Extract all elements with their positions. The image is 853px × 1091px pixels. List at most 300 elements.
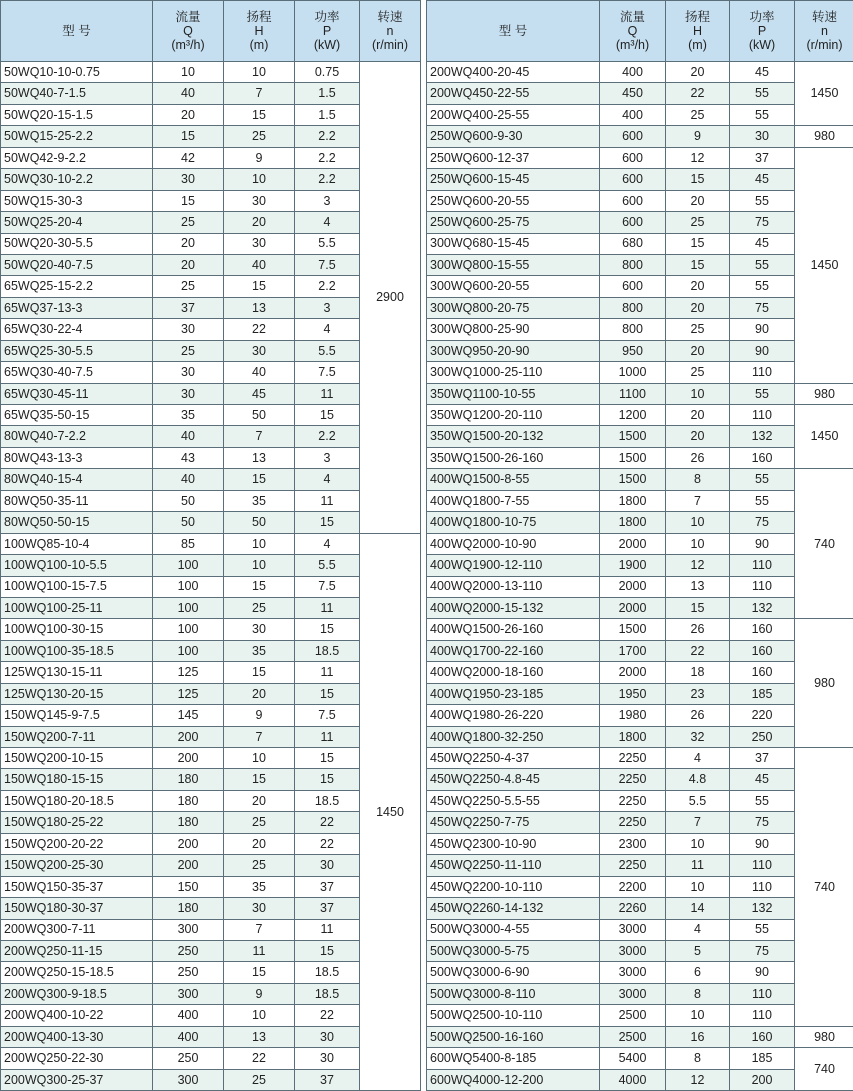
head-cell: 16 (666, 1026, 730, 1047)
speed-cell: 740 (795, 748, 853, 1027)
flow-cell: 1100 (600, 383, 666, 404)
power-cell: 110 (730, 876, 795, 897)
power-cell: 2.2 (295, 276, 360, 297)
table-row (427, 533, 853, 554)
flow-cell: 25 (153, 276, 224, 297)
flow-cell: 15 (153, 126, 224, 147)
head-cell: 25 (666, 212, 730, 233)
table-row (1, 748, 421, 769)
table-row (1, 1048, 421, 1069)
table-row (1, 83, 421, 104)
table-row (1, 983, 421, 1004)
flow-cell: 145 (153, 705, 224, 726)
table-row (427, 833, 853, 854)
model-cell: 250WQ600-12-37 (427, 147, 600, 168)
model-cell: 500WQ3000-6-90 (427, 962, 600, 983)
flow-cell: 2000 (600, 533, 666, 554)
flow-cell: 125 (153, 662, 224, 683)
power-cell: 7.5 (295, 254, 360, 275)
flow-cell: 2500 (600, 1005, 666, 1026)
power-cell: 110 (730, 362, 795, 383)
head-cell: 20 (666, 297, 730, 318)
head-cell: 50 (224, 405, 295, 426)
speed-cell: 980 (795, 126, 853, 147)
model-cell: 500WQ2500-16-160 (427, 1026, 600, 1047)
head-cell: 10 (666, 833, 730, 854)
head-cell: 12 (666, 147, 730, 168)
head-cell: 35 (224, 640, 295, 661)
table-row (1, 898, 421, 919)
flow-cell: 180 (153, 769, 224, 790)
head-cell: 30 (224, 190, 295, 211)
model-cell: 50WQ42-9-2.2 (1, 147, 153, 168)
head-cell: 10 (666, 876, 730, 897)
flow-cell: 180 (153, 812, 224, 833)
model-cell: 450WQ2200-10-110 (427, 876, 600, 897)
power-cell: 75 (730, 212, 795, 233)
head-cell: 15 (224, 662, 295, 683)
power-cell: 90 (730, 340, 795, 361)
header-row (427, 1, 853, 62)
table-row (427, 576, 853, 597)
flow-cell: 300 (153, 1069, 224, 1090)
power-cell: 160 (730, 619, 795, 640)
head-cell: 10 (224, 1005, 295, 1026)
flow-cell: 5400 (600, 1048, 666, 1069)
table-row (1, 876, 421, 897)
flow-cell: 30 (153, 362, 224, 383)
power-cell: 22 (295, 1005, 360, 1026)
power-cell: 3 (295, 447, 360, 468)
table-row (1, 104, 421, 125)
table-row (1, 254, 421, 275)
power-cell: 1.5 (295, 83, 360, 104)
table-row (427, 62, 853, 83)
model-cell: 65WQ37-13-3 (1, 297, 153, 318)
table-row (1, 1005, 421, 1026)
model-cell: 80WQ40-7-2.2 (1, 426, 153, 447)
head-cell: 35 (224, 876, 295, 897)
power-cell: 5.5 (295, 555, 360, 576)
flow-cell: 2200 (600, 876, 666, 897)
table-row (427, 190, 853, 211)
speed-cell: 1450 (795, 405, 853, 469)
head-cell: 20 (224, 683, 295, 704)
table-row (427, 383, 853, 404)
power-cell: 75 (730, 297, 795, 318)
speed-cell: 1450 (360, 533, 421, 1090)
head-cell: 5.5 (666, 790, 730, 811)
table-row (1, 190, 421, 211)
speed-cell: 980 (795, 383, 853, 404)
flow-cell: 1500 (600, 619, 666, 640)
model-cell: 400WQ1980-26-220 (427, 705, 600, 726)
head-cell: 7 (224, 919, 295, 940)
model-cell: 200WQ450-22-55 (427, 83, 600, 104)
model-cell: 400WQ2000-10-90 (427, 533, 600, 554)
head-cell: 26 (666, 619, 730, 640)
table-row (427, 919, 853, 940)
head-cell: 10 (666, 512, 730, 533)
model-cell: 200WQ400-10-22 (1, 1005, 153, 1026)
table-row (427, 790, 853, 811)
model-cell: 400WQ2000-18-160 (427, 662, 600, 683)
flow-cell: 200 (153, 855, 224, 876)
model-cell: 400WQ1900-12-110 (427, 555, 600, 576)
power-cell: 2.2 (295, 169, 360, 190)
power-cell: 7.5 (295, 362, 360, 383)
flow-cell: 2300 (600, 833, 666, 854)
flow-cell: 40 (153, 469, 224, 490)
flow-cell: 450 (600, 83, 666, 104)
flow-cell: 37 (153, 297, 224, 318)
table-row (427, 898, 853, 919)
model-cell: 65WQ30-40-7.5 (1, 362, 153, 383)
power-cell: 75 (730, 940, 795, 961)
table-row (1, 383, 421, 404)
table-row (1, 405, 421, 426)
flow-cell: 2250 (600, 812, 666, 833)
power-cell: 75 (730, 512, 795, 533)
model-cell: 150WQ200-7-11 (1, 726, 153, 747)
model-cell: 600WQ4000-12-200 (427, 1069, 600, 1090)
head-cell: 30 (224, 340, 295, 361)
head-cell: 10 (666, 383, 730, 404)
model-cell: 200WQ300-9-18.5 (1, 983, 153, 1004)
power-cell: 110 (730, 576, 795, 597)
model-cell: 450WQ2250-11-110 (427, 855, 600, 876)
power-cell: 4 (295, 319, 360, 340)
table-row (1, 1069, 421, 1090)
model-cell: 300WQ950-20-90 (427, 340, 600, 361)
model-cell: 50WQ40-7-1.5 (1, 83, 153, 104)
flow-cell: 200 (153, 833, 224, 854)
power-cell: 5.5 (295, 340, 360, 361)
flow-cell: 100 (153, 576, 224, 597)
table-row (1, 233, 421, 254)
power-cell: 5.5 (295, 233, 360, 254)
power-cell: 11 (295, 597, 360, 618)
flow-cell: 250 (153, 962, 224, 983)
power-cell: 15 (295, 512, 360, 533)
model-cell: 450WQ2250-5.5-55 (427, 790, 600, 811)
power-cell: 22 (295, 833, 360, 854)
model-cell: 150WQ180-15-15 (1, 769, 153, 790)
table-row (1, 212, 421, 233)
model-cell: 200WQ250-15-18.5 (1, 962, 153, 983)
power-cell: 1.5 (295, 104, 360, 125)
power-cell: 30 (295, 1026, 360, 1047)
table-row (427, 619, 853, 640)
flow-cell: 400 (600, 62, 666, 83)
power-cell: 90 (730, 833, 795, 854)
table-row (427, 962, 853, 983)
head-cell: 25 (224, 812, 295, 833)
model-cell: 150WQ180-25-22 (1, 812, 153, 833)
table-row (1, 619, 421, 640)
power-cell: 18.5 (295, 640, 360, 661)
head-cell: 15 (224, 576, 295, 597)
table-row (427, 319, 853, 340)
power-cell: 4 (295, 212, 360, 233)
power-cell: 45 (730, 233, 795, 254)
model-cell: 450WQ2300-10-90 (427, 833, 600, 854)
head-cell: 13 (224, 297, 295, 318)
model-cell: 450WQ2260-14-132 (427, 898, 600, 919)
power-cell: 15 (295, 940, 360, 961)
power-cell: 18.5 (295, 790, 360, 811)
table-row (427, 297, 853, 318)
table-row (1, 533, 421, 554)
head-cell: 9 (224, 983, 295, 1004)
head-cell: 13 (224, 1026, 295, 1047)
model-cell: 400WQ1500-8-55 (427, 469, 600, 490)
table-row (427, 212, 853, 233)
speed-cell: 740 (795, 469, 853, 619)
head-cell: 20 (666, 190, 730, 211)
table-row (1, 662, 421, 683)
power-cell: 160 (730, 447, 795, 468)
power-cell: 30 (295, 855, 360, 876)
power-cell: 110 (730, 555, 795, 576)
table-row (427, 640, 853, 661)
speed-cell: 1450 (795, 147, 853, 383)
head-cell: 18 (666, 662, 730, 683)
table-row (427, 1005, 853, 1026)
model-cell: 125WQ130-20-15 (1, 683, 153, 704)
head-header: 扬程 H (m) (224, 1, 295, 62)
right-table-body (427, 62, 853, 1091)
flow-cell: 20 (153, 104, 224, 125)
head-cell: 32 (666, 726, 730, 747)
table-row (427, 276, 853, 297)
power-cell: 18.5 (295, 962, 360, 983)
table-row (427, 362, 853, 383)
head-cell: 15 (224, 276, 295, 297)
head-cell: 35 (224, 490, 295, 511)
flow-cell: 50 (153, 512, 224, 533)
model-cell: 400WQ1800-32-250 (427, 726, 600, 747)
model-cell: 50WQ30-10-2.2 (1, 169, 153, 190)
model-cell: 80WQ43-13-3 (1, 447, 153, 468)
power-cell: 11 (295, 919, 360, 940)
head-cell: 4 (666, 748, 730, 769)
model-cell: 65WQ25-15-2.2 (1, 276, 153, 297)
flow-cell: 400 (153, 1005, 224, 1026)
head-cell: 7 (666, 490, 730, 511)
head-cell: 25 (666, 362, 730, 383)
flow-cell: 100 (153, 555, 224, 576)
model-cell: 65WQ30-22-4 (1, 319, 153, 340)
power-cell: 55 (730, 190, 795, 211)
table-row (1, 555, 421, 576)
power-cell: 185 (730, 1048, 795, 1069)
flow-cell: 1200 (600, 405, 666, 426)
model-cell: 65WQ35-50-15 (1, 405, 153, 426)
head-cell: 5 (666, 940, 730, 961)
flow-cell: 125 (153, 683, 224, 704)
speed-header: 转速 n (r/min) (360, 1, 421, 62)
table-row (427, 469, 853, 490)
head-cell: 15 (224, 469, 295, 490)
table-row (1, 790, 421, 811)
head-cell: 4.8 (666, 769, 730, 790)
model-cell: 500WQ3000-4-55 (427, 919, 600, 940)
flow-cell: 1800 (600, 726, 666, 747)
flow-cell: 680 (600, 233, 666, 254)
power-cell: 11 (295, 383, 360, 404)
flow-cell: 200 (153, 748, 224, 769)
power-cell: 160 (730, 662, 795, 683)
power-cell: 30 (730, 126, 795, 147)
head-cell: 15 (224, 104, 295, 125)
flow-cell: 180 (153, 790, 224, 811)
flow-cell: 2250 (600, 748, 666, 769)
table-row (1, 683, 421, 704)
model-cell: 200WQ250-11-15 (1, 940, 153, 961)
power-cell: 37 (295, 1069, 360, 1090)
model-cell: 125WQ130-15-11 (1, 662, 153, 683)
head-cell: 20 (666, 405, 730, 426)
flow-cell: 600 (600, 147, 666, 168)
table-row (1, 62, 421, 83)
table-row (1, 512, 421, 533)
model-cell: 500WQ3000-5-75 (427, 940, 600, 961)
flow-cell: 2250 (600, 790, 666, 811)
flow-cell: 100 (153, 640, 224, 661)
head-cell: 8 (666, 1048, 730, 1069)
flow-cell: 1980 (600, 705, 666, 726)
flow-cell: 800 (600, 297, 666, 318)
table-row (1, 576, 421, 597)
head-cell: 7 (224, 726, 295, 747)
table-row (427, 983, 853, 1004)
model-cell: 350WQ1500-26-160 (427, 447, 600, 468)
head-cell: 15 (666, 597, 730, 618)
head-cell: 10 (224, 533, 295, 554)
power-cell: 15 (295, 769, 360, 790)
flow-cell: 1500 (600, 469, 666, 490)
model-cell: 500WQ2500-10-110 (427, 1005, 600, 1026)
speed-header: 转速 n (r/min) (795, 1, 853, 62)
table-row (427, 512, 853, 533)
head-cell: 25 (224, 855, 295, 876)
table-row (1, 919, 421, 940)
model-cell: 80WQ50-35-11 (1, 490, 153, 511)
model-cell: 400WQ1800-10-75 (427, 512, 600, 533)
flow-cell: 1800 (600, 490, 666, 511)
model-cell: 65WQ30-45-11 (1, 383, 153, 404)
model-cell: 350WQ1100-10-55 (427, 383, 600, 404)
flow-cell: 300 (153, 919, 224, 940)
head-cell: 20 (224, 212, 295, 233)
flow-cell: 4000 (600, 1069, 666, 1090)
flow-cell: 30 (153, 319, 224, 340)
model-cell: 50WQ15-25-2.2 (1, 126, 153, 147)
flow-cell: 800 (600, 319, 666, 340)
flow-cell: 1950 (600, 683, 666, 704)
power-cell: 132 (730, 426, 795, 447)
power-cell: 37 (295, 876, 360, 897)
flow-cell: 800 (600, 254, 666, 275)
table-row (1, 362, 421, 383)
speed-cell: 1450 (795, 62, 853, 126)
table-row (1, 490, 421, 511)
head-cell: 10 (224, 555, 295, 576)
model-cell: 400WQ1700-22-160 (427, 640, 600, 661)
table-row (1, 962, 421, 983)
flow-cell: 2000 (600, 576, 666, 597)
head-header: 扬程 H (m) (666, 1, 730, 62)
head-cell: 25 (666, 104, 730, 125)
model-cell: 50WQ20-30-5.5 (1, 233, 153, 254)
table-row (1, 447, 421, 468)
flow-cell: 1000 (600, 362, 666, 383)
power-cell: 55 (730, 790, 795, 811)
power-cell: 2.2 (295, 147, 360, 168)
model-cell: 65WQ25-30-5.5 (1, 340, 153, 361)
model-cell: 250WQ600-9-30 (427, 126, 600, 147)
flow-cell: 600 (600, 212, 666, 233)
head-cell: 8 (666, 983, 730, 1004)
speed-cell: 2900 (360, 62, 421, 534)
header-row (1, 1, 421, 62)
model-header: 型 号 (427, 1, 600, 62)
model-cell: 150WQ145-9-7.5 (1, 705, 153, 726)
power-cell: 11 (295, 490, 360, 511)
flow-cell: 85 (153, 533, 224, 554)
head-cell: 10 (224, 62, 295, 83)
flow-cell: 2000 (600, 662, 666, 683)
table-row (427, 426, 853, 447)
table-row (1, 426, 421, 447)
head-cell: 23 (666, 683, 730, 704)
power-cell: 132 (730, 898, 795, 919)
table-row (427, 405, 853, 426)
model-cell: 150WQ150-35-37 (1, 876, 153, 897)
model-cell: 50WQ20-15-1.5 (1, 104, 153, 125)
flow-cell: 1700 (600, 640, 666, 661)
model-cell: 150WQ200-10-15 (1, 748, 153, 769)
power-cell: 45 (730, 169, 795, 190)
model-cell: 250WQ600-15-45 (427, 169, 600, 190)
model-cell: 80WQ40-15-4 (1, 469, 153, 490)
flow-cell: 400 (600, 104, 666, 125)
table-row (1, 833, 421, 854)
power-cell: 15 (295, 405, 360, 426)
model-cell: 50WQ15-30-3 (1, 190, 153, 211)
head-cell: 20 (666, 340, 730, 361)
head-cell: 11 (666, 855, 730, 876)
right-spec-table (426, 0, 853, 1091)
power-cell: 160 (730, 1026, 795, 1047)
head-cell: 20 (666, 62, 730, 83)
flow-cell: 2000 (600, 597, 666, 618)
flow-cell: 2250 (600, 855, 666, 876)
model-cell: 200WQ400-25-55 (427, 104, 600, 125)
flow-cell: 600 (600, 126, 666, 147)
power-cell: 55 (730, 919, 795, 940)
head-cell: 15 (666, 233, 730, 254)
speed-cell: 740 (795, 1048, 853, 1091)
power-cell: 110 (730, 405, 795, 426)
power-cell: 185 (730, 683, 795, 704)
flow-cell: 30 (153, 169, 224, 190)
table-row (427, 340, 853, 361)
power-cell: 55 (730, 83, 795, 104)
flow-cell: 250 (153, 940, 224, 961)
head-cell: 7 (224, 426, 295, 447)
